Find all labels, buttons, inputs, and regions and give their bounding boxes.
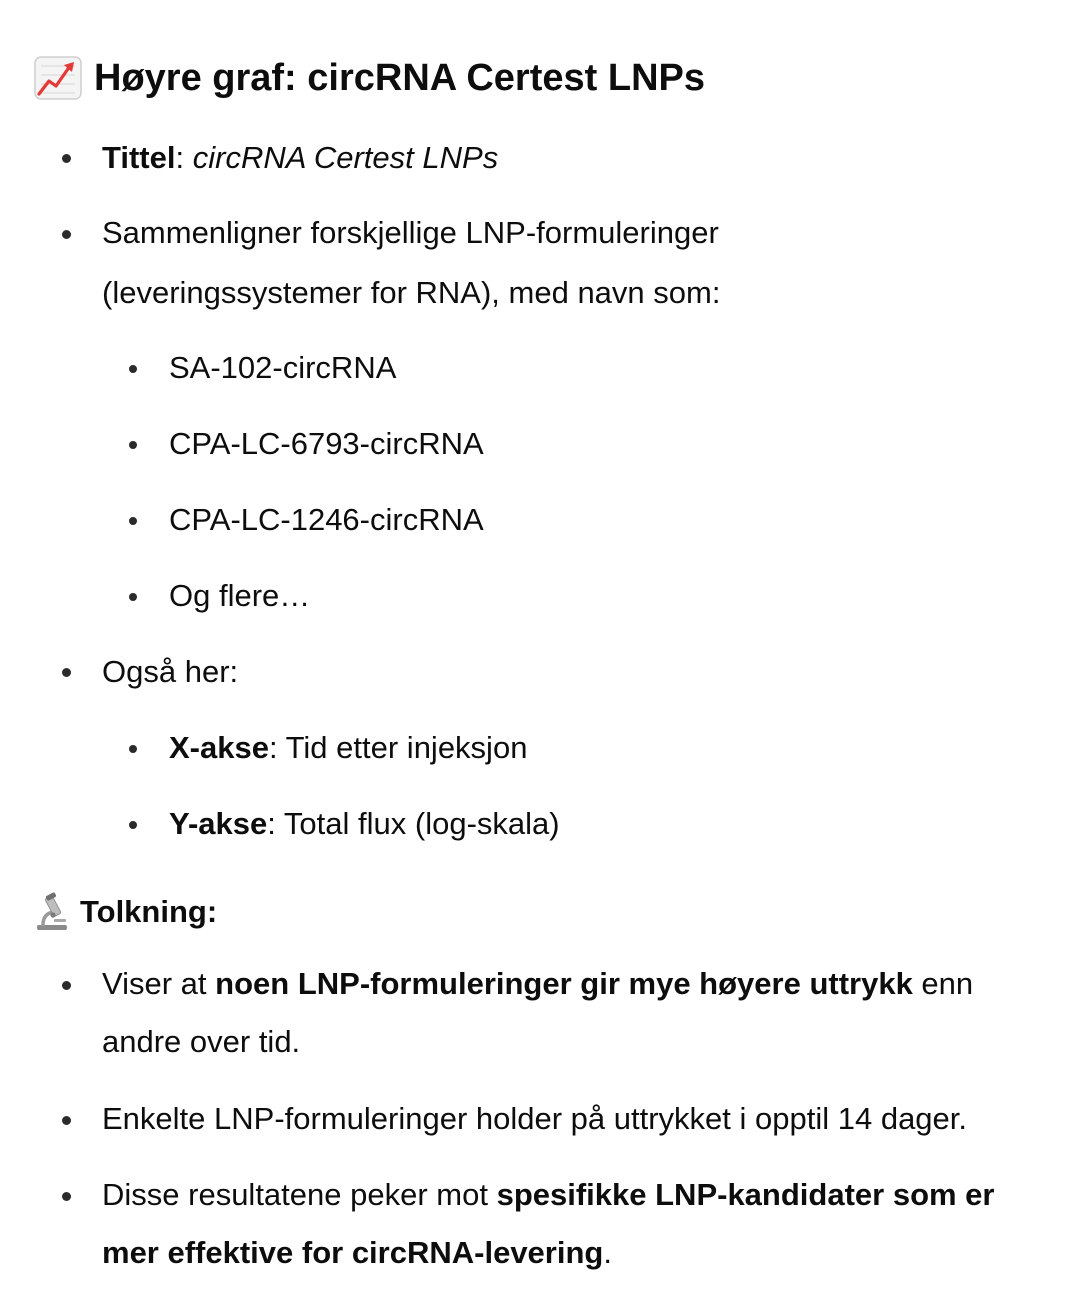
chart-increasing-icon [34,56,82,100]
sub-bullet-dot [129,517,137,525]
x-axis-label: X-akse [169,730,269,765]
text-run: . [603,1235,612,1270]
sub-list-item-name: CPA-LC-1246-circRNA [169,502,484,537]
text-run: Disse resultatene peker mot [102,1177,497,1212]
sub-bullet-dot [129,593,137,601]
bullet-dot [62,668,71,677]
text-run: Viser at [102,966,216,1001]
text-run: enn [912,966,974,1001]
list-item-compare-line1: Sammenligner forskjellige LNP-formuleringer [102,215,719,250]
interp-item-1-line2: andre over tid. [102,1024,301,1059]
title-label: Tittel [102,140,176,175]
list-item-compare-line2: (leveringssystemer for RNA), med navn som: [102,275,721,310]
text-run-bold: spesifikke LNP-kandidater som er [496,1177,995,1212]
sub-list-item-name: Og flere… [169,578,311,613]
sub-list-item-name: SA-102-circRNA [169,350,397,385]
bullet-dot [62,981,71,990]
bullet-dot [62,154,71,163]
sub-list-item-y-axis [169,804,560,844]
bullet-dot [62,230,71,239]
x-axis-text: : Tid etter injeksjon [268,730,528,765]
sub-list-item-name: CPA-LC-6793-circRNA [169,426,484,461]
sub-bullet-dot [129,821,137,829]
bullet-dot [62,1116,71,1125]
section-heading-text: Høyre graf: circRNA Certest LNPs [94,57,705,99]
section-heading-right-graph [34,54,705,102]
section-heading-text: Tolkning: [80,894,218,929]
sub-bullet-dot [129,365,137,373]
sub-bullet-dot [129,441,137,449]
interp-item-3-line1 [102,1175,995,1215]
y-axis-label: Y-akse [169,806,268,841]
bullet-dot [62,1192,71,1201]
sub-bullet-dot [129,745,137,753]
interp-item-2: Enkelte LNP-formuleringer holder på uttrykket i opptil 14 dager. [102,1101,968,1136]
text-run-bold: noen LNP-formuleringer gir mye høyere uttrykk [215,966,913,1001]
interp-item-3-line2 [102,1233,612,1273]
title-value: circRNA Certest LNPs [192,140,499,175]
list-item-also-here: Også her: [102,654,239,689]
text-run-bold: mer effektive for circRNA-levering [102,1235,604,1270]
microscope-icon [34,892,70,932]
y-axis-text: : Total flux (log-skala) [267,806,560,841]
sub-list-item-x-axis [169,728,527,768]
interp-item-1-line1 [102,964,973,1004]
list-item-title [102,138,498,178]
section-heading-interpretation [34,890,217,934]
title-separator: : [175,140,193,175]
